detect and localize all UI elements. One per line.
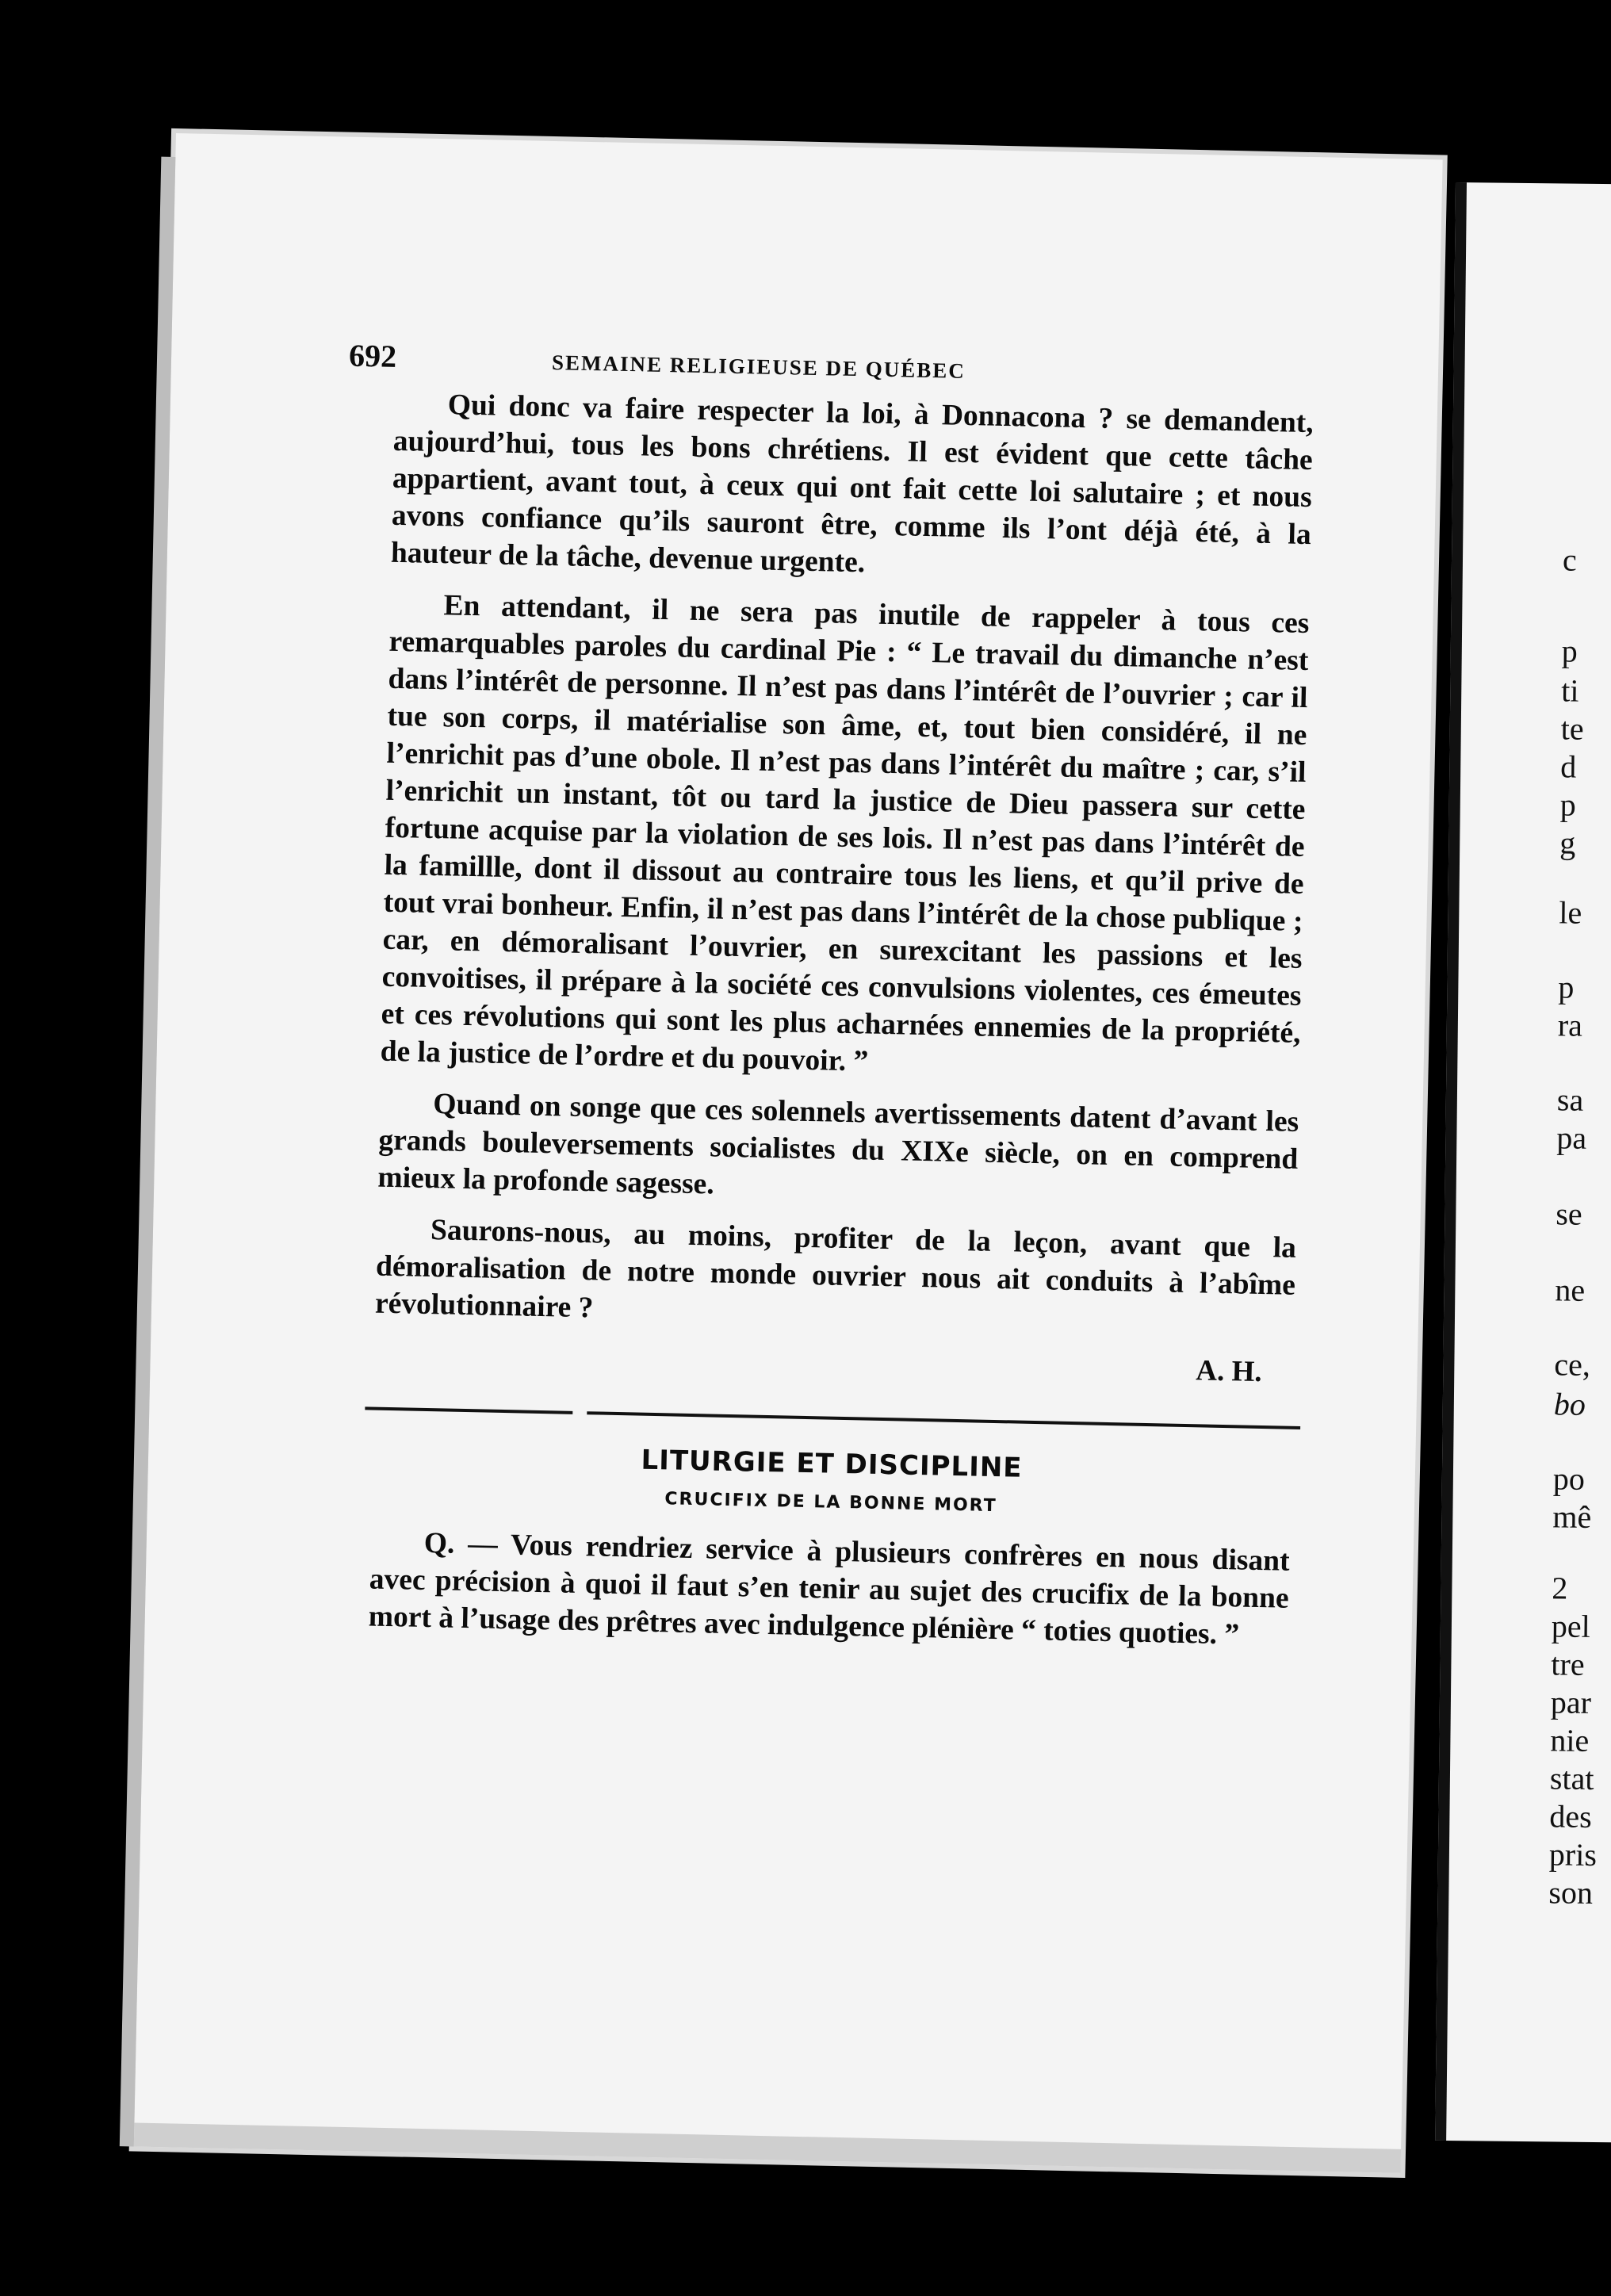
- running-head-title: SEMAINE RELIGIEUSE DE QUÉBEC: [551, 350, 966, 383]
- page-bottom-edge: [134, 2122, 1401, 2172]
- right-fragment: par: [1550, 1684, 1592, 1720]
- right-fragment: c: [1562, 541, 1578, 578]
- right-fragment: des: [1549, 1798, 1592, 1835]
- paragraph-3: Quand on songe que ces solennels avertissements datent d’avant les grands bouleversements socialistes du XIXe siècle, on en comprend mieux la profonde sagesse.: [377, 1088, 1299, 1201]
- section-subtitle: CRUCIFIX DE LA BONNE MORT: [664, 1489, 997, 1517]
- page-content: [348, 337, 1314, 1669]
- right-fragment: d: [1560, 748, 1577, 785]
- paragraph-1: Qui donc va faire respecter la loi, à Donnacona ? se demandent, aujourd’hui, tous les bons chrétiens. Il est évident que cette tâche appartient, avant tout, à ceux qui ont fait cette loi salutaire ; et nous avons confiance qu’ils sauront être, comme ils l’ont déjà été, à la hauteur de la tâche, devenue urgente.: [390, 388, 1314, 580]
- right-fragment: nie: [1550, 1722, 1590, 1758]
- right-fragment: pa: [1556, 1119, 1587, 1156]
- right-fragment: sa: [1556, 1081, 1584, 1118]
- right-fragment: son: [1548, 1874, 1594, 1911]
- right-fragment: pris: [1548, 1836, 1598, 1873]
- right-fragment: pel: [1551, 1608, 1591, 1644]
- right-fragment: g: [1559, 825, 1576, 861]
- author-signature: A. H.: [1195, 1354, 1263, 1389]
- section-title: LITURGIE ET DISCIPLINE: [641, 1444, 1023, 1484]
- right-fragment: p: [1561, 633, 1578, 669]
- right-fragment: ra: [1557, 1007, 1583, 1043]
- right-fragment: bo: [1553, 1386, 1586, 1422]
- question-paragraph: Q. — Vous rendriez service à plusieurs confrères en nous disant avec précision à quoi il faut s’en tenir au sujet des crucifix de la bonne mort à l’usage des prêtres avec indulgence plénière “ toties quoties. ”: [368, 1526, 1291, 1651]
- right-fragment: mê: [1552, 1498, 1592, 1535]
- page-edge: [120, 157, 176, 2147]
- right-page: [1435, 182, 1611, 2143]
- right-fragment: p: [1558, 969, 1575, 1005]
- page-number: 692: [348, 337, 397, 374]
- right-fragment: te: [1560, 710, 1584, 747]
- right-fragment: stat: [1549, 1760, 1594, 1797]
- paragraph-4: Saurons-nous, au moins, profiter de la leçon, avant que la démoralisation de notre monde ouvrier nous ait conduits à l’abîme révolutionnaire ?: [374, 1214, 1297, 1325]
- left-page: [134, 133, 1443, 2173]
- divider-rule-right: [587, 1411, 1300, 1429]
- right-fragment: ne: [1555, 1272, 1586, 1308]
- right-fragment: po: [1552, 1460, 1586, 1497]
- right-fragment: p: [1559, 786, 1577, 823]
- right-fragment: tre: [1551, 1646, 1585, 1682]
- right-fragment: ti: [1561, 672, 1579, 709]
- divider-rule-left: [365, 1406, 572, 1414]
- right-fragment: 2: [1552, 1570, 1568, 1606]
- right-fragment: se: [1556, 1196, 1582, 1232]
- page-gutter: [1435, 182, 1467, 2141]
- section-divider: [373, 1399, 1292, 1442]
- right-fragment: le: [1559, 894, 1582, 931]
- right-fragment: ce,: [1554, 1346, 1591, 1383]
- paragraph-2: En attendant, il ne sera pas inutile de rappeler à tous ces remarquables paroles du cardinal Pie : “ Le travail du dimanche n’est dans l’intérêt de personne. Il n’est pas dans l’intérêt de l’ouvrier ; car il tue son corps, il matérialise son âme, et, tout bien considéré, il ne l’enrichit pas d’une obole. Il n’est pas dans l’intérêt du maître ; car, s’il l’enrichit un instant, tôt ou tard la justice de Dieu passera sur cette fortune acquise par la violation de ses lois. Il n’est pas dans l’intérêt de la famillle, dont il dissout au contraire tous les liens, et qu’il prive de tout vrai bonheur. Enfin, il n’est pas dans l’intérêt de la chose publique ; car, en démoralisant l’ouvrier, en surexcitant les passions et les convoitises, il prépare à la société ces convulsions violentes, ces émeutes et ces révolutions qui sont les plus acharnées ennemies de la propriété, de la justice de l’ordre et du pouvoir. ”: [380, 589, 1310, 1078]
